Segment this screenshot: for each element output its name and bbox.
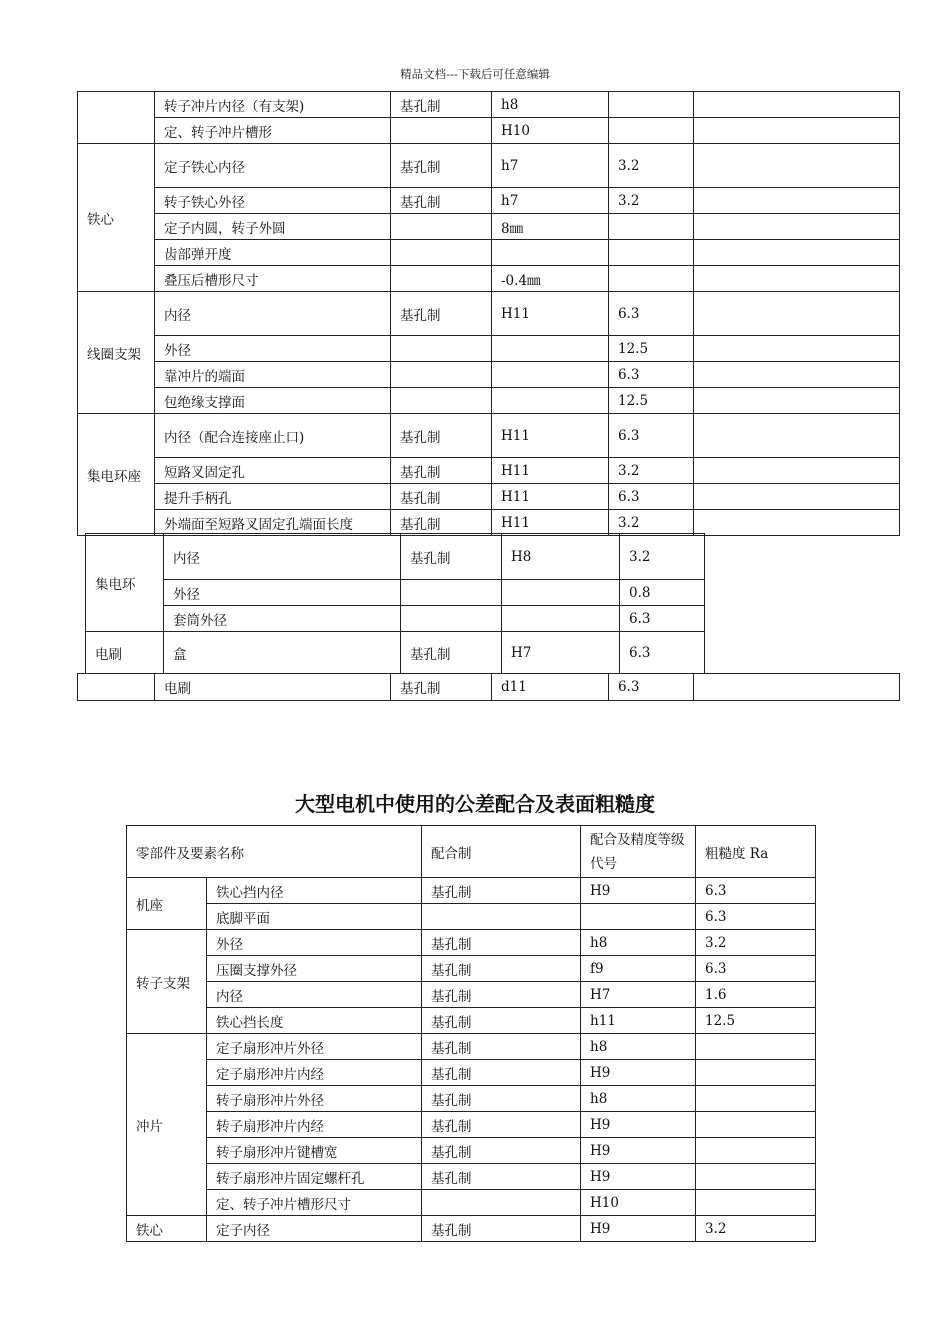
group-cell: 线圈支架 <box>78 292 155 414</box>
roughness-cell <box>609 118 694 144</box>
fit-code-cell: H10 <box>581 1190 696 1216</box>
roughness-cell: 3.2 <box>620 534 705 580</box>
fit-system-cell: 基孔制 <box>422 1138 581 1164</box>
table-row <box>86 632 705 674</box>
item-cell: 外端面至短路叉固定孔端面长度 <box>155 510 391 536</box>
group-cell <box>78 92 155 144</box>
roughness-cell: 12.5 <box>609 336 694 362</box>
fit-code-cell <box>492 388 609 414</box>
fit-code-cell: h8 <box>581 1086 696 1112</box>
roughness-cell: 1.6 <box>696 982 816 1008</box>
table-row <box>127 1034 816 1060</box>
header-roughness: 粗糙度 Ra <box>696 826 816 878</box>
fit-code-cell: H11 <box>492 458 609 484</box>
fit-system-cell <box>391 336 492 362</box>
roughness-cell: 6.3 <box>620 632 705 674</box>
table-row <box>127 930 816 956</box>
item-cell: 套筒外径 <box>164 606 401 632</box>
group-cell: 电刷 <box>86 632 164 674</box>
fit-code-cell: h8 <box>581 1034 696 1060</box>
roughness-cell <box>609 214 694 240</box>
group-cell <box>78 674 155 701</box>
item-cell: 齿部弹开度 <box>155 240 391 266</box>
fit-code-cell: 8㎜ <box>492 214 609 240</box>
item-cell: 包绝缘支撑面 <box>155 388 391 414</box>
table-row <box>78 292 900 336</box>
fit-system-cell: 基孔制 <box>422 1060 581 1086</box>
fit-system-cell: 基孔制 <box>422 956 581 982</box>
table-row <box>86 606 705 632</box>
roughness-cell: 6.3 <box>609 292 694 336</box>
fit-code-cell: H9 <box>581 1060 696 1086</box>
fit-system-cell: 基孔制 <box>391 414 492 458</box>
item-cell: 定子内圆，转子外圆 <box>155 214 391 240</box>
fit-system-cell <box>391 240 492 266</box>
fit-code-cell: H7 <box>581 982 696 1008</box>
header-part: 零部件及要素名称 <box>127 826 422 878</box>
roughness-cell: 3.2 <box>609 458 694 484</box>
extra-cell <box>694 336 900 362</box>
extra-cell <box>694 144 900 188</box>
fit-code-cell: -0.4㎜ <box>492 266 609 292</box>
fit-code-cell: H9 <box>581 1164 696 1190</box>
page-header-note: 精品文档---下载后可任意编辑 <box>400 67 550 81</box>
item-cell: 内径 <box>164 534 401 580</box>
table-row <box>78 362 900 388</box>
group-cell: 铁心 <box>127 1216 207 1242</box>
fit-code-cell: H9 <box>581 1138 696 1164</box>
item-cell: 短路叉固定孔 <box>155 458 391 484</box>
group-cell: 集电环座 <box>78 414 155 536</box>
table-row <box>78 188 900 214</box>
fit-system-cell <box>391 362 492 388</box>
fit-code-cell: H9 <box>581 1216 696 1242</box>
fit-system-cell: 基孔制 <box>422 1008 581 1034</box>
fit-code-cell <box>502 580 620 606</box>
fit-code-cell: d11 <box>492 674 609 701</box>
fit-system-cell: 基孔制 <box>422 1164 581 1190</box>
roughness-cell: 6.3 <box>696 904 816 930</box>
fit-system-cell <box>391 118 492 144</box>
slip-ring-table <box>85 533 705 674</box>
item-cell: 转子冲片内径（有支架) <box>155 92 391 118</box>
section-title: 大型电机中使用的公差配合及表面粗糙度 <box>295 792 655 816</box>
item-cell: 底脚平面 <box>207 904 422 930</box>
table-row <box>127 1112 816 1138</box>
table-row <box>127 1086 816 1112</box>
fit-system-cell <box>422 1190 581 1216</box>
roughness-cell <box>696 1086 816 1112</box>
table-row <box>86 534 705 580</box>
item-cell: 铁心挡内径 <box>207 878 422 904</box>
item-cell: 定、转子冲片槽形 <box>155 118 391 144</box>
item-cell: 电刷 <box>155 674 391 701</box>
roughness-cell: 6.3 <box>620 606 705 632</box>
fit-code-cell <box>581 904 696 930</box>
fit-code-cell <box>492 362 609 388</box>
fit-code-cell: H9 <box>581 878 696 904</box>
table-row <box>78 484 900 510</box>
extra-cell <box>694 240 900 266</box>
group-cell: 转子支架 <box>127 930 207 1034</box>
fit-code-cell <box>492 240 609 266</box>
fit-system-cell <box>391 214 492 240</box>
fit-system-cell: 基孔制 <box>401 632 502 674</box>
table-row <box>78 336 900 362</box>
item-cell: 定、转子冲片槽形尺寸 <box>207 1190 422 1216</box>
roughness-cell <box>696 1190 816 1216</box>
extra-cell <box>694 458 900 484</box>
fit-code-cell: H7 <box>502 632 620 674</box>
roughness-cell: 3.2 <box>609 144 694 188</box>
table-row <box>127 878 816 904</box>
fit-system-cell: 基孔制 <box>422 1034 581 1060</box>
extra-cell <box>694 266 900 292</box>
roughness-cell: 3.2 <box>696 930 816 956</box>
table-row <box>78 240 900 266</box>
fit-system-cell: 基孔制 <box>422 1216 581 1242</box>
table-row <box>78 458 900 484</box>
extra-cell <box>694 674 900 701</box>
fit-system-cell: 基孔制 <box>391 144 492 188</box>
item-cell: 定子扇形冲片内经 <box>207 1060 422 1086</box>
roughness-cell: 6.3 <box>696 878 816 904</box>
item-cell: 定子铁心内径 <box>155 144 391 188</box>
fit-system-cell <box>391 388 492 414</box>
table-row <box>127 1138 816 1164</box>
brush-table <box>77 673 900 701</box>
header-system: 配合制 <box>422 826 581 878</box>
fit-table-continued <box>77 91 900 536</box>
fit-code-cell: H8 <box>502 534 620 580</box>
fit-code-cell <box>492 336 609 362</box>
roughness-cell: 3.2 <box>609 510 694 536</box>
item-cell: 内径 <box>207 982 422 1008</box>
fit-system-cell: 基孔制 <box>391 458 492 484</box>
item-cell: 转子扇形冲片外径 <box>207 1086 422 1112</box>
roughness-cell: 3.2 <box>609 188 694 214</box>
roughness-cell: 3.2 <box>696 1216 816 1242</box>
extra-cell <box>694 362 900 388</box>
roughness-cell <box>609 92 694 118</box>
extra-cell <box>694 414 900 458</box>
table-row <box>78 510 900 536</box>
item-cell: 靠冲片的端面 <box>155 362 391 388</box>
roughness-cell: 12.5 <box>609 388 694 414</box>
fit-system-cell <box>401 580 502 606</box>
item-cell: 叠压后槽形尺寸 <box>155 266 391 292</box>
item-cell: 内径（配合连接座止口) <box>155 414 391 458</box>
item-cell: 内径 <box>155 292 391 336</box>
table-row <box>78 266 900 292</box>
extra-cell <box>694 292 900 336</box>
item-cell: 铁心挡长度 <box>207 1008 422 1034</box>
item-cell: 定子内径 <box>207 1216 422 1242</box>
fit-system-cell: 基孔制 <box>422 1112 581 1138</box>
fit-code-cell: H11 <box>492 292 609 336</box>
fit-system-cell: 基孔制 <box>401 534 502 580</box>
roughness-cell: 6.3 <box>609 414 694 458</box>
item-cell: 转子扇形冲片内经 <box>207 1112 422 1138</box>
fit-code-cell: H9 <box>581 1112 696 1138</box>
roughness-cell <box>696 1164 816 1190</box>
item-cell: 提升手柄孔 <box>155 484 391 510</box>
table-row <box>127 1008 816 1034</box>
fit-system-cell: 基孔制 <box>391 510 492 536</box>
fit-code-cell: h8 <box>492 92 609 118</box>
fit-code-cell: H11 <box>492 484 609 510</box>
table-row <box>86 580 705 606</box>
roughness-cell: 6.3 <box>696 956 816 982</box>
fit-system-cell: 基孔制 <box>391 92 492 118</box>
roughness-cell: 12.5 <box>696 1008 816 1034</box>
table-row <box>127 956 816 982</box>
item-cell: 转子扇形冲片键槽宽 <box>207 1138 422 1164</box>
item-cell: 压圈支撑外径 <box>207 956 422 982</box>
table-row <box>78 118 900 144</box>
fit-system-cell <box>422 904 581 930</box>
roughness-cell: 6.3 <box>609 484 694 510</box>
group-cell: 集电环 <box>86 534 164 632</box>
fit-system-cell <box>391 266 492 292</box>
table-row <box>78 388 900 414</box>
group-cell: 冲片 <box>127 1034 207 1216</box>
fit-code-cell <box>502 606 620 632</box>
table-row <box>127 1060 816 1086</box>
fit-code-cell: H10 <box>492 118 609 144</box>
extra-cell <box>694 510 900 536</box>
fit-code-cell: h7 <box>492 188 609 214</box>
group-cell: 铁心 <box>78 144 155 292</box>
item-cell: 转子扇形冲片固定螺杆孔 <box>207 1164 422 1190</box>
roughness-cell <box>609 266 694 292</box>
fit-code-cell: h8 <box>581 930 696 956</box>
table-row <box>127 1164 816 1190</box>
fit-code-cell: f9 <box>581 956 696 982</box>
item-cell: 外径 <box>155 336 391 362</box>
fit-system-cell: 基孔制 <box>391 484 492 510</box>
roughness-cell <box>696 1034 816 1060</box>
extra-cell <box>694 92 900 118</box>
fit-code-cell: h7 <box>492 144 609 188</box>
table-row <box>78 92 900 118</box>
fit-system-cell: 基孔制 <box>422 878 581 904</box>
table-row <box>127 1190 816 1216</box>
table-row <box>78 674 900 701</box>
fit-code-cell: H11 <box>492 414 609 458</box>
fit-system-cell <box>401 606 502 632</box>
fit-system-cell: 基孔制 <box>391 674 492 701</box>
table-row <box>127 1216 816 1242</box>
table-row <box>78 214 900 240</box>
table-row <box>78 144 900 188</box>
table-row <box>78 414 900 458</box>
extra-cell <box>694 388 900 414</box>
table-row <box>127 904 816 930</box>
roughness-cell <box>696 1112 816 1138</box>
item-cell: 转子铁心外径 <box>155 188 391 214</box>
item-cell: 定子扇形冲片外径 <box>207 1034 422 1060</box>
table-row <box>127 982 816 1008</box>
fit-system-cell: 基孔制 <box>422 930 581 956</box>
extra-cell <box>694 214 900 240</box>
group-cell: 机座 <box>127 878 207 930</box>
extra-cell <box>694 188 900 214</box>
roughness-cell <box>696 1060 816 1086</box>
item-cell: 外径 <box>164 580 401 606</box>
roughness-cell: 6.3 <box>609 674 694 701</box>
fit-code-cell: H11 <box>492 510 609 536</box>
item-cell: 盒 <box>164 632 401 674</box>
roughness-cell: 0.8 <box>620 580 705 606</box>
item-cell: 外径 <box>207 930 422 956</box>
header-row <box>127 826 816 878</box>
roughness-cell <box>609 240 694 266</box>
header-code: 配合及精度等级代号 <box>581 826 696 878</box>
large-motor-table <box>126 825 816 1242</box>
fit-system-cell: 基孔制 <box>391 292 492 336</box>
roughness-cell: 6.3 <box>609 362 694 388</box>
extra-cell <box>694 118 900 144</box>
fit-system-cell: 基孔制 <box>422 1086 581 1112</box>
roughness-cell <box>696 1138 816 1164</box>
fit-system-cell: 基孔制 <box>422 982 581 1008</box>
extra-cell <box>694 484 900 510</box>
fit-code-cell: h11 <box>581 1008 696 1034</box>
fit-system-cell: 基孔制 <box>391 188 492 214</box>
